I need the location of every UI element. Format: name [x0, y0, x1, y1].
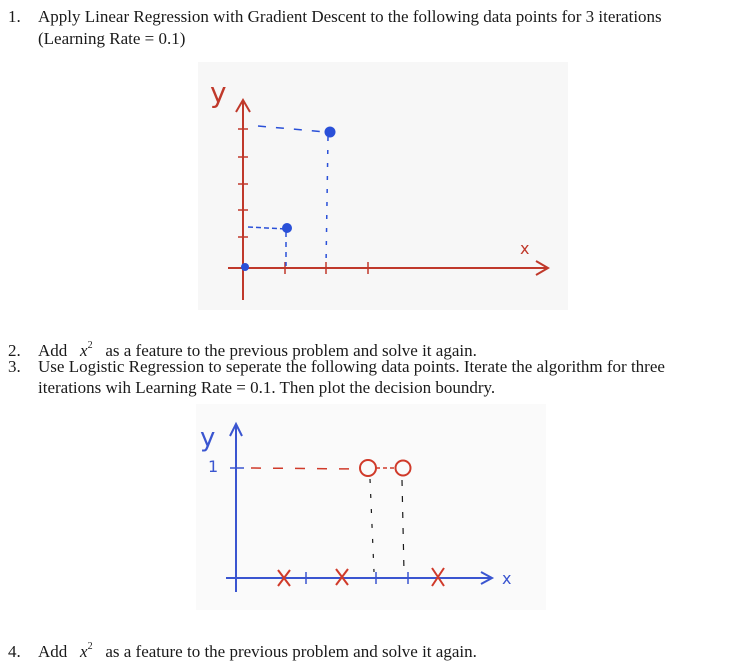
q2-add: Add	[38, 341, 68, 360]
figure-1-background	[198, 62, 568, 310]
q1-line-1	[8, 7, 662, 27]
fig2-x-label: x	[502, 569, 512, 588]
q2-var: x	[80, 341, 88, 360]
q4-var: x	[80, 642, 88, 661]
fig1-point-origin	[241, 263, 249, 271]
fig1-point-high	[325, 127, 336, 138]
q2-text: as a feature to the previous problem and solve it again.	[105, 341, 477, 360]
q2-exp: 2	[87, 340, 93, 351]
q3-line-2: iterations wih Learning Rate = 0.1. Then plot the decision boundry.	[38, 378, 496, 397]
fig1-y-label: y	[210, 76, 227, 109]
q1-number: 1.	[8, 7, 21, 26]
fig2-one-label: 1	[208, 457, 219, 476]
q4-exp: 2	[87, 641, 93, 652]
q4-line	[8, 637, 477, 662]
q4-add: Add	[38, 642, 68, 661]
fig1-x-label: x	[520, 239, 530, 258]
q3-line-1	[8, 357, 665, 377]
q3-text: Use Logistic Regression to seperate the following data points. Iterate the algorithm for three	[38, 357, 665, 376]
q1-text: Apply Linear Regression with Gradient Descent to the following data points for 3 iterations	[38, 7, 662, 26]
q3-number: 3.	[8, 357, 21, 376]
q4-text: as a feature to the previous problem and solve it again.	[105, 642, 477, 661]
q2-number: 2.	[8, 341, 21, 360]
figure-2-background	[196, 404, 546, 610]
fig1-point-low	[282, 223, 292, 233]
logistic-regression-figure	[196, 404, 546, 610]
q1-learning-rate: (Learning Rate = 0.1)	[38, 29, 186, 48]
linear-regression-figure	[198, 62, 568, 310]
q4-number: 4.	[8, 642, 21, 661]
fig2-y-label: y	[200, 423, 216, 453]
